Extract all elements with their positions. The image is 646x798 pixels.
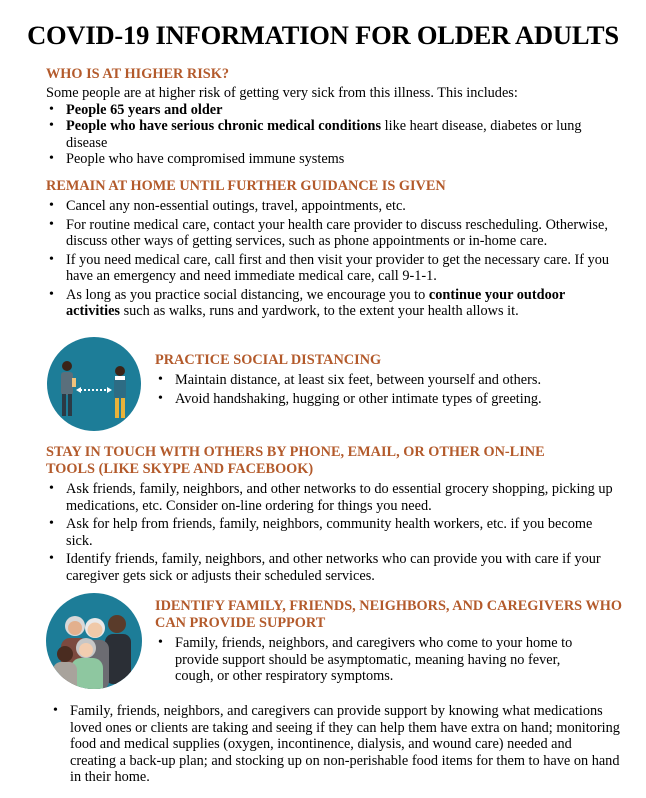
section-stay-in-touch: [46, 444, 621, 584]
list-item: • Cancel any non-essential outings, travel, appointments, etc.: [46, 198, 621, 215]
caregivers-list: [155, 635, 595, 685]
list-item: • For routine medical care, contact your health care provider to discuss rescheduling. Otherwise, discuss other ways of getting services, such as phone appointments or in-home care.: [46, 217, 621, 250]
list-item: • Maintain distance, at least six feet, between yourself and others.: [155, 372, 625, 389]
list-item: • If you need medical care, call first and then visit your provider to get the necessary care. If you have an emergency and need immediate medical care, call 9-1-1.: [46, 252, 621, 285]
page-title: COVID-19 INFORMATION FOR OLDER ADULTS: [27, 20, 619, 50]
section-heading: REMAIN AT HOME UNTIL FURTHER GUIDANCE IS GIVEN: [46, 178, 446, 194]
touch-list: [46, 481, 621, 584]
list-item: • Family, friends, neighbors, and caregivers who come to your home to provide support should be asymptomatic, meaning having no fever, cough, or other respiratory symptoms.: [155, 635, 595, 685]
section-heading: IDENTIFY FAMILY, FRIENDS, NEIGHBORS, AND CAREGIVERS WHO CAN PROVIDE SUPPORT: [155, 598, 622, 631]
section-heading: STAY IN TOUCH WITH OTHERS BY PHONE, EMAIL, OR OTHER ON-LINE TOOLS (LIKE SKYPE AND FACEBOOK): [46, 444, 545, 477]
list-item: [46, 287, 621, 320]
section-heading: WHO IS AT HIGHER RISK?: [46, 66, 229, 82]
caregivers-list-2: [50, 703, 620, 786]
group-of-people-icon: [45, 592, 143, 690]
section-social-distancing: [155, 352, 625, 407]
section-remain-home: [46, 178, 621, 320]
list-item-bold: People 65 years and older: [66, 101, 223, 118]
list-item: • Family, friends, neighbors, and caregivers can provide support by knowing what medications loved ones or clients are taking and seeing if they can help them have extra on hand; monitoring food and medical supplies (oxygen, incontinence, dialysis, and wound care) needed and creating a back-up plan; and stocking up on non-perishable food items for them to have on hand in their home.: [50, 703, 620, 786]
home-list: [46, 198, 621, 320]
list-item-text: As long as you practice social distancing, we encourage you to: [66, 286, 429, 303]
section-intro: Some people are at higher risk of getting very sick from this illness. This includes:: [46, 85, 518, 101]
list-item: • Ask friends, family, neighbors, and other networks to do essential grocery shopping, picking up medications, etc. Consider on-line ordering for things you need.: [46, 481, 621, 514]
list-item: [46, 118, 621, 151]
list-item: • Avoid handshaking, hugging or other intimate types of greeting.: [155, 391, 625, 408]
list-item: • Ask for help from friends, family, neighbors, community health workers, etc. if you become sick.: [46, 516, 621, 549]
section-caregivers-continued: [50, 703, 620, 786]
distancing-list: [155, 372, 625, 407]
list-item: [46, 102, 621, 119]
risk-list: [46, 102, 621, 168]
section-caregivers: [155, 598, 625, 685]
list-item: [46, 151, 621, 168]
list-item-text: People who have compromised immune systems: [66, 151, 345, 167]
list-item-text: such as walks, runs and yardwork, to the extent your health allows it.: [120, 303, 519, 319]
list-item: • Identify friends, family, neighbors, and other networks who can provide you with care if your caregiver gets sick or adjusts their scheduled services.: [46, 551, 621, 584]
section-heading: PRACTICE SOCIAL DISTANCING: [155, 352, 382, 368]
social-distancing-icon: [45, 336, 143, 432]
list-item-bold: continue your outdoor activities: [66, 286, 565, 319]
list-item-text: like heart disease, diabetes or lung disease: [66, 118, 582, 151]
section-higher-risk: [46, 66, 621, 168]
list-item-bold: People who have serious chronic medical conditions: [66, 118, 382, 134]
